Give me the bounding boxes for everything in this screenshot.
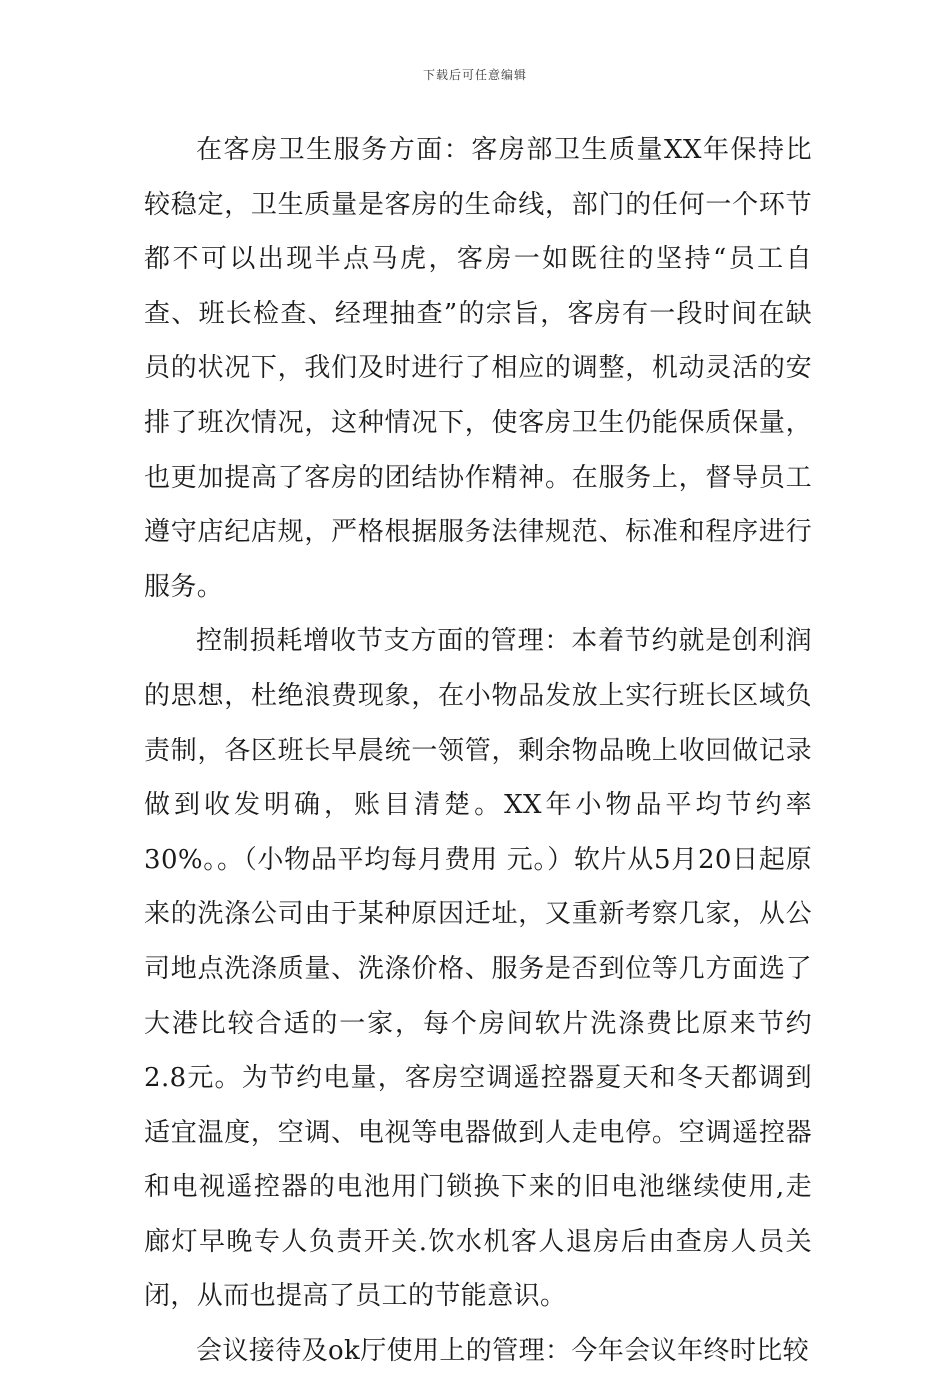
header-note: 下载后可任意编辑 <box>422 68 527 82</box>
document-body <box>144 123 812 1379</box>
paragraph-housekeeping-hygiene: 在客房卫生服务方面：客房部卫生质量XX年保持比较稳定，卫生质量是客房的生命线，部门的任何一个环节都不可以出现半点马虎，客房一如既往的坚持“员工自查、班长检查、经理抽查”的宗旨，客房有一段时间在缺员的状况下，我们及时进行了相应的调整，机动灵活的安排了班次情况，这种情况下，使客房卫生仍能保质保量，也更加提高了客房的团结协作精神。在服务上，督导员工遵守店纪店规，严格根据服务法律规范、标准和程序进行服务。 <box>144 135 812 602</box>
paragraph-cost-control: 控制损耗增收节支方面的管理：本着节约就是创利润的思想，杜绝浪费现象，在小物品发放上实行班长区域负责制，各区班长早晨统一领管，剩余物品晚上收回做记录做到收发明确，账目清楚。XX年小物品平均节约率30%。。（小物品平均每月费用 元。）软片从5月20日起原来的洗涤公司由于某种原因迁址，又重新考察几家，从公司地点洗涤质量、洗涤价格、服务是否到位等几方面选了大港比较合适的一家，每个房间软片洗涤费比原来节约2.8元。为节约电量，客房空调遥控器夏天和冬天都调到适宜温度，空调、电视等电器做到人走电停。空调遥控器和电视遥控器的电池用门锁换下来的旧电池继续使用,走廊灯早晚专人负责开关.饮水机客人退房后由查房人员关闭，从而也提高了员工的节能意识。 <box>144 626 812 1312</box>
paragraph-meeting-reception: 会议接待及ok厅使用上的管理：今年会议年终时比较 <box>196 1336 810 1367</box>
